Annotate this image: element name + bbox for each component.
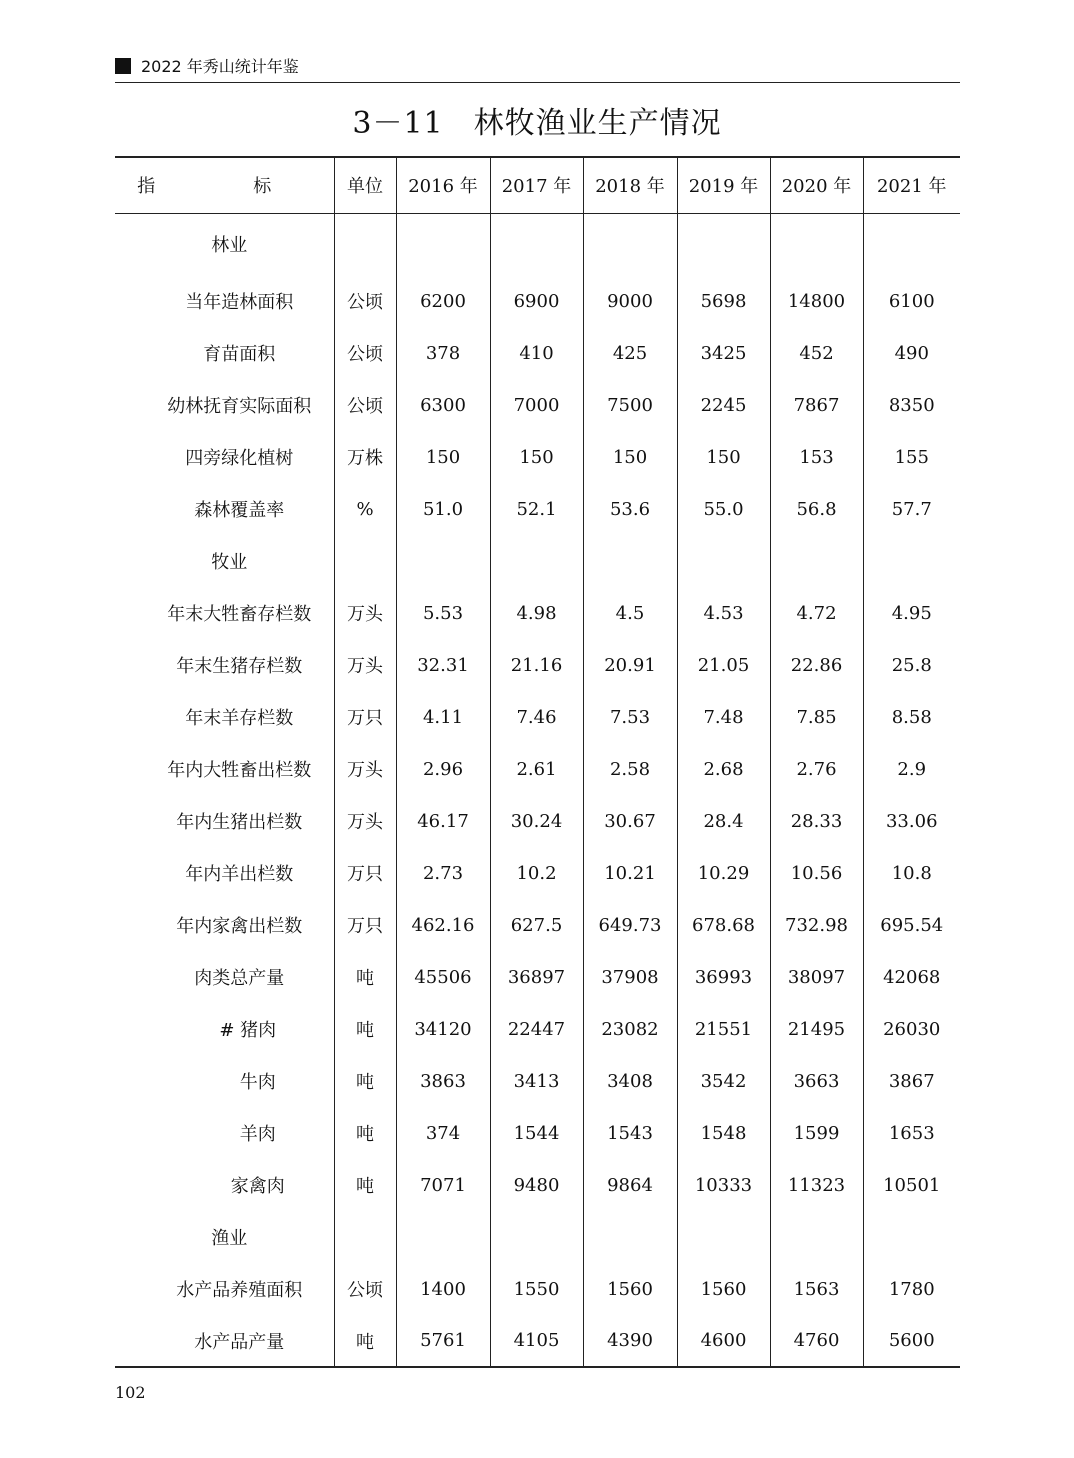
value-cell: 7500 — [583, 379, 677, 431]
value-cell — [677, 535, 770, 587]
value-cell: 7.85 — [770, 691, 863, 743]
value-cell: 6100 — [863, 275, 960, 327]
indicator-cell: 牛肉 — [239, 1072, 276, 1093]
value-cell: 6900 — [490, 275, 583, 327]
value-cell: 153 — [770, 431, 863, 483]
table-number: 3－11 — [352, 106, 444, 141]
indicator-cell: 年内生猪出栏数 — [176, 812, 303, 833]
value-cell: 3425 — [677, 327, 770, 379]
value-cell: 2.68 — [677, 743, 770, 795]
value-cell: 3408 — [583, 1055, 677, 1107]
indicator-cell: 森林覆盖率 — [194, 500, 285, 521]
table-row — [115, 275, 960, 327]
value-cell: 23082 — [583, 1003, 677, 1055]
value-cell: 8350 — [863, 379, 960, 431]
indicator-cell: 当年造林面积 — [185, 292, 294, 313]
table-row — [115, 1263, 960, 1315]
unit-cell: 万只 — [334, 847, 396, 899]
indicator-cell: 育苗面积 — [203, 344, 276, 365]
value-cell: 9864 — [583, 1159, 677, 1211]
value-cell: 8.58 — [863, 691, 960, 743]
value-cell: 46.17 — [396, 795, 490, 847]
value-cell: 3663 — [770, 1055, 863, 1107]
indicator-cell: 年内羊出栏数 — [185, 864, 294, 885]
table-row — [115, 899, 960, 951]
value-cell: 5.53 — [396, 587, 490, 639]
value-cell — [770, 535, 863, 587]
value-cell: 10.29 — [677, 847, 770, 899]
indicator-cell: 渔业 — [211, 1228, 248, 1249]
statistics-table — [115, 156, 960, 1368]
value-cell: 462.16 — [396, 899, 490, 951]
header-unit: 单位 — [334, 157, 396, 213]
value-cell — [490, 1211, 583, 1263]
unit-cell: 公顷 — [334, 1263, 396, 1315]
value-cell: 490 — [863, 327, 960, 379]
value-cell: 1543 — [583, 1107, 677, 1159]
value-cell: 9000 — [583, 275, 677, 327]
value-cell: 37908 — [583, 951, 677, 1003]
value-cell: 33.06 — [863, 795, 960, 847]
indicator-cell: 年内大牲畜出栏数 — [167, 760, 312, 781]
value-cell: 7.46 — [490, 691, 583, 743]
table-title-text: 林牧渔业生产情况 — [473, 106, 722, 141]
value-cell: 3863 — [396, 1055, 490, 1107]
indicator-cell: 羊肉 — [239, 1124, 276, 1145]
value-cell: 1560 — [677, 1263, 770, 1315]
unit-cell: 吨 — [334, 1055, 396, 1107]
value-cell: 30.67 — [583, 795, 677, 847]
value-cell — [583, 535, 677, 587]
unit-cell: 吨 — [334, 1159, 396, 1211]
value-cell: 4.11 — [396, 691, 490, 743]
value-cell: 34120 — [396, 1003, 490, 1055]
value-cell: 1653 — [863, 1107, 960, 1159]
value-cell: 2.73 — [396, 847, 490, 899]
value-cell: 57.7 — [863, 483, 960, 535]
value-cell: 10501 — [863, 1159, 960, 1211]
value-cell: 4105 — [490, 1315, 583, 1367]
value-cell: 6200 — [396, 275, 490, 327]
indicator-cell: 林业 — [211, 235, 248, 257]
value-cell: 1780 — [863, 1263, 960, 1315]
value-cell: 4.5 — [583, 587, 677, 639]
value-cell: 32.31 — [396, 639, 490, 691]
header-square-icon — [115, 58, 131, 74]
value-cell: 20.91 — [583, 639, 677, 691]
table-row — [115, 795, 960, 847]
value-cell: 36897 — [490, 951, 583, 1003]
value-cell: 22447 — [490, 1003, 583, 1055]
value-cell: 56.8 — [770, 483, 863, 535]
indicator-cell: 年末生猪存栏数 — [176, 656, 303, 677]
value-cell: 11323 — [770, 1159, 863, 1211]
unit-cell: 万头 — [334, 639, 396, 691]
value-cell: 22.86 — [770, 639, 863, 691]
value-cell — [677, 1211, 770, 1263]
category-row — [115, 1211, 960, 1263]
value-cell — [583, 213, 677, 275]
header-text: 2022 年秀山统计年鉴 — [141, 57, 299, 76]
value-cell: 6300 — [396, 379, 490, 431]
value-cell: 150 — [583, 431, 677, 483]
table-row — [115, 1159, 960, 1211]
value-cell: 3867 — [863, 1055, 960, 1107]
value-cell: 732.98 — [770, 899, 863, 951]
value-cell: 5698 — [677, 275, 770, 327]
value-cell: 425 — [583, 327, 677, 379]
unit-cell: 万头 — [334, 743, 396, 795]
value-cell: 374 — [396, 1107, 490, 1159]
indicator-cell: 年末羊存栏数 — [185, 708, 294, 729]
value-cell: 2.58 — [583, 743, 677, 795]
value-cell: 2.76 — [770, 743, 863, 795]
value-cell: 28.33 — [770, 795, 863, 847]
unit-cell: 万株 — [334, 431, 396, 483]
value-cell: 155 — [863, 431, 960, 483]
value-cell: 1544 — [490, 1107, 583, 1159]
unit-cell — [334, 1211, 396, 1263]
unit-cell: 万只 — [334, 899, 396, 951]
value-cell: 4.98 — [490, 587, 583, 639]
value-cell: 7.53 — [583, 691, 677, 743]
unit-cell: 吨 — [334, 1315, 396, 1367]
value-cell: 25.8 — [863, 639, 960, 691]
page-number: 102 — [115, 1383, 146, 1402]
indicator-cell: 水产品养殖面积 — [176, 1280, 303, 1301]
table-row — [115, 847, 960, 899]
indicator-cell: 水产品产量 — [115, 1315, 334, 1367]
value-cell: 14800 — [770, 275, 863, 327]
unit-cell: 公顷 — [334, 379, 396, 431]
value-cell: 1550 — [490, 1263, 583, 1315]
indicator-cell: 年末大牲畜存栏数 — [167, 604, 312, 625]
value-cell — [490, 535, 583, 587]
value-cell: 10.8 — [863, 847, 960, 899]
value-cell — [396, 1211, 490, 1263]
value-cell: 38097 — [770, 951, 863, 1003]
value-cell: 150 — [490, 431, 583, 483]
value-cell: 695.54 — [863, 899, 960, 951]
unit-cell: 万头 — [334, 795, 396, 847]
running-header — [115, 56, 960, 83]
value-cell: 55.0 — [677, 483, 770, 535]
value-cell — [863, 1211, 960, 1263]
value-cell: 4390 — [583, 1315, 677, 1367]
indicator-cell: 肉类总产量 — [194, 968, 285, 989]
table-row — [115, 327, 960, 379]
header-year-2020: 2020 年 — [770, 157, 863, 213]
unit-cell: 公顷 — [334, 327, 396, 379]
table-row — [115, 1003, 960, 1055]
indicator-cell: 四旁绿化植树 — [185, 448, 294, 469]
value-cell: 53.6 — [583, 483, 677, 535]
unit-cell: 吨 — [334, 1107, 396, 1159]
value-cell — [677, 213, 770, 275]
value-cell: 21551 — [677, 1003, 770, 1055]
value-cell: 4760 — [770, 1315, 863, 1367]
header-year-2019: 2019 年 — [677, 157, 770, 213]
value-cell: 10333 — [677, 1159, 770, 1211]
unit-cell: 公顷 — [334, 275, 396, 327]
header-year-2017: 2017 年 — [490, 157, 583, 213]
value-cell: 10.56 — [770, 847, 863, 899]
value-cell: 2.96 — [396, 743, 490, 795]
unit-cell: 万只 — [334, 691, 396, 743]
value-cell: 51.0 — [396, 483, 490, 535]
value-cell: 452 — [770, 327, 863, 379]
table-row — [115, 1315, 960, 1367]
value-cell: 28.4 — [677, 795, 770, 847]
table-row — [115, 379, 960, 431]
value-cell: 1560 — [583, 1263, 677, 1315]
header-year-2016: 2016 年 — [396, 157, 490, 213]
value-cell: 1563 — [770, 1263, 863, 1315]
value-cell: 1599 — [770, 1107, 863, 1159]
value-cell: 4.53 — [677, 587, 770, 639]
value-cell — [770, 1211, 863, 1263]
value-cell: 7000 — [490, 379, 583, 431]
value-cell: 21.05 — [677, 639, 770, 691]
table-row — [115, 1055, 960, 1107]
value-cell: 678.68 — [677, 899, 770, 951]
table-row — [115, 691, 960, 743]
value-cell: 21.16 — [490, 639, 583, 691]
value-cell — [770, 213, 863, 275]
value-cell: 30.24 — [490, 795, 583, 847]
header-indicator: 指 标 — [115, 157, 334, 213]
unit-cell: 万头 — [334, 587, 396, 639]
table-row — [115, 587, 960, 639]
table-header-row — [115, 157, 960, 213]
table-row — [115, 431, 960, 483]
unit-cell — [334, 535, 396, 587]
table-row — [115, 1107, 960, 1159]
value-cell: 4.72 — [770, 587, 863, 639]
table-body — [115, 213, 960, 1367]
indicator-cell: # 猪肉 — [219, 1020, 277, 1041]
table-row — [115, 483, 960, 535]
value-cell — [396, 213, 490, 275]
value-cell: 1400 — [396, 1263, 490, 1315]
indicator-cell: 幼林抚育实际面积 — [167, 396, 312, 417]
value-cell: 378 — [396, 327, 490, 379]
value-cell: 26030 — [863, 1003, 960, 1055]
value-cell: 7867 — [770, 379, 863, 431]
unit-cell: 吨 — [334, 1003, 396, 1055]
value-cell: 5600 — [863, 1315, 960, 1367]
value-cell: 627.5 — [490, 899, 583, 951]
value-cell — [396, 535, 490, 587]
table-row — [115, 639, 960, 691]
table-row — [115, 743, 960, 795]
value-cell: 4600 — [677, 1315, 770, 1367]
value-cell — [490, 213, 583, 275]
value-cell: 42068 — [863, 951, 960, 1003]
table-row — [115, 951, 960, 1003]
unit-cell — [334, 213, 396, 275]
indicator-cell: 家禽肉 — [230, 1176, 285, 1197]
category-row — [115, 213, 960, 275]
value-cell: 9480 — [490, 1159, 583, 1211]
value-cell: 5761 — [396, 1315, 490, 1367]
value-cell: 36993 — [677, 951, 770, 1003]
value-cell: 3413 — [490, 1055, 583, 1107]
value-cell: 1548 — [677, 1107, 770, 1159]
unit-cell: % — [334, 483, 396, 535]
value-cell: 2.9 — [863, 743, 960, 795]
indicator-cell: 牧业 — [211, 552, 248, 573]
value-cell — [863, 535, 960, 587]
value-cell: 45506 — [396, 951, 490, 1003]
value-cell: 2.61 — [490, 743, 583, 795]
value-cell: 410 — [490, 327, 583, 379]
table-title — [0, 102, 1074, 146]
value-cell: 52.1 — [490, 483, 583, 535]
value-cell: 2245 — [677, 379, 770, 431]
value-cell: 3542 — [677, 1055, 770, 1107]
value-cell: 10.21 — [583, 847, 677, 899]
value-cell: 4.95 — [863, 587, 960, 639]
value-cell: 7.48 — [677, 691, 770, 743]
value-cell: 7071 — [396, 1159, 490, 1211]
value-cell: 10.2 — [490, 847, 583, 899]
value-cell: 150 — [396, 431, 490, 483]
value-cell: 150 — [677, 431, 770, 483]
unit-cell: 吨 — [334, 951, 396, 1003]
value-cell — [863, 213, 960, 275]
indicator-cell: 年内家禽出栏数 — [176, 916, 303, 937]
value-cell — [583, 1211, 677, 1263]
category-row — [115, 535, 960, 587]
value-cell: 21495 — [770, 1003, 863, 1055]
header-year-2021: 2021 年 — [863, 157, 960, 213]
value-cell: 649.73 — [583, 899, 677, 951]
header-year-2018: 2018 年 — [583, 157, 677, 213]
